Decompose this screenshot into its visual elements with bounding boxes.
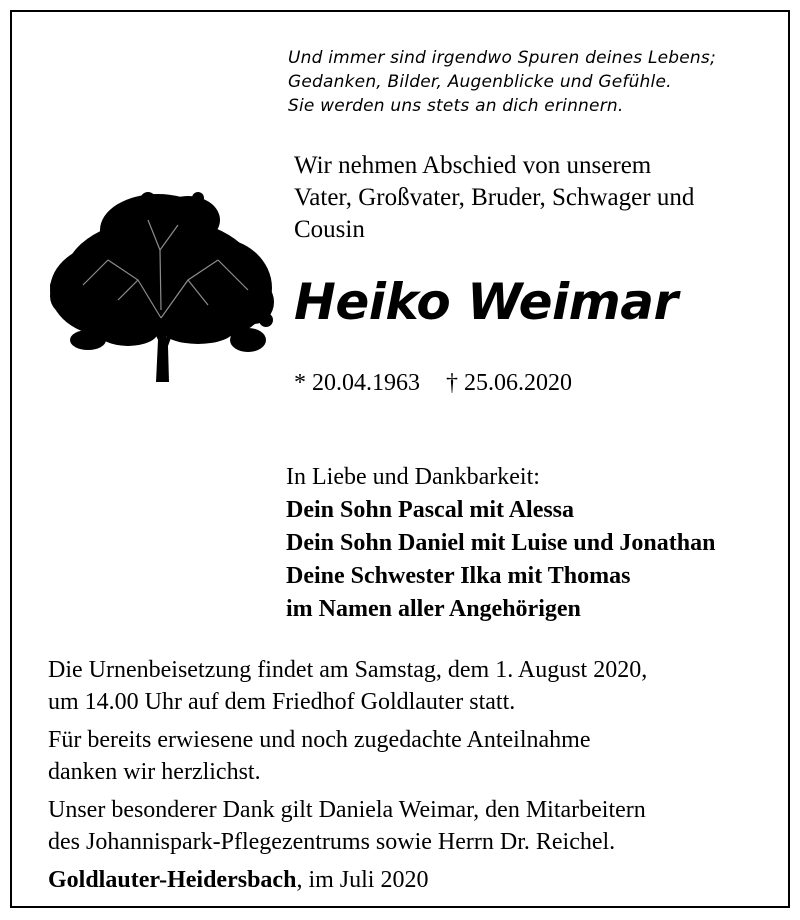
intro-line: Wir nehmen Abschied von unserem xyxy=(294,152,652,179)
death-date: † 25.06.2020 xyxy=(446,370,572,396)
signature-date: , im Juli 2020 xyxy=(296,867,429,893)
quote-line: Gedanken, Bilder, Augenblicke und Gefühle. xyxy=(288,72,672,92)
obituary-card xyxy=(10,10,790,908)
deceased-name: Heiko Weimar xyxy=(294,273,678,331)
intro-line: Vater, Großvater, Bruder, Schwager und xyxy=(294,184,695,211)
farewell-intro xyxy=(294,150,694,246)
mourner-line: im Namen aller Angehörigen xyxy=(286,596,581,622)
paragraph-line: um 14.00 Uhr auf dem Friedhof Goldlauter statt. xyxy=(48,689,516,715)
special-thanks-paragraph xyxy=(48,794,646,858)
thanks-paragraph xyxy=(48,724,590,788)
paragraph-line: Unser besonderer Dank gilt Daniela Weimar, den Mitarbeitern xyxy=(48,797,646,823)
memorial-quote xyxy=(288,46,788,118)
mourner-line: Deine Schwester Ilka mit Thomas xyxy=(286,563,631,589)
signature-place: Goldlauter-Heidersbach xyxy=(48,867,297,893)
life-dates xyxy=(294,367,572,399)
paragraph-line: Für bereits erwiesene und noch zugedachte Anteilnahme xyxy=(48,727,591,753)
signature-line xyxy=(48,864,428,896)
paragraph-line: Die Urnenbeisetzung findet am Samstag, dem 1. August 2020, xyxy=(48,657,648,683)
burial-paragraph xyxy=(48,654,647,718)
mourner-line: Dein Sohn Pascal mit Alessa xyxy=(286,497,575,523)
paragraph-line: danken wir herzlichst. xyxy=(48,759,261,785)
quote-line: Sie werden uns stets an dich erinnern. xyxy=(288,96,624,116)
paragraph-line: des Johannispark-Pflegezentrums sowie Herrn Dr. Reichel. xyxy=(48,829,616,855)
mourners-intro: In Liebe und Dankbarkeit: xyxy=(286,464,540,490)
tree-icon xyxy=(48,190,274,382)
quote-line: Und immer sind irgendwo Spuren deines Lebens; xyxy=(288,48,716,68)
mourner-line: Dein Sohn Daniel mit Luise und Jonathan xyxy=(286,530,716,556)
intro-line: Cousin xyxy=(294,216,365,243)
mourners-list xyxy=(286,494,715,626)
birth-date: * 20.04.1963 xyxy=(294,370,420,396)
